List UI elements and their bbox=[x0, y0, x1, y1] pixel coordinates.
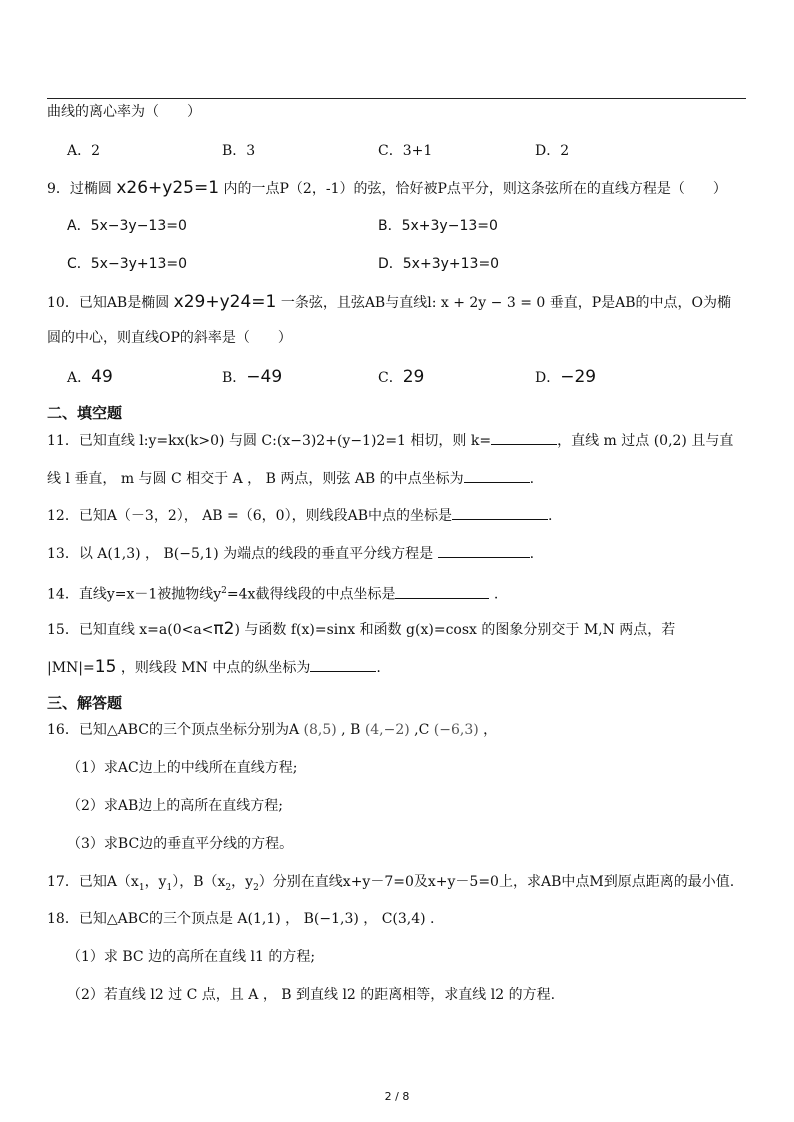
q18-stem: 18．已知△ABC的三个顶点是 A(1,1) ， B(−1,3) ， C(3,4) . bbox=[47, 911, 435, 927]
q16-text-a: 16．已知△ABC的三个顶点坐标分别为A bbox=[47, 722, 304, 738]
q9-ellipse-equation: x26+y25=1 bbox=[116, 178, 220, 198]
q16-text-c: ,C bbox=[409, 722, 434, 738]
q16-part-2: （2）求AB边上的高所在直线方程; bbox=[67, 798, 284, 814]
q10-option-a-value: 49 bbox=[91, 367, 113, 387]
q14-text-a: 14．直线y=x－1被抛物线y bbox=[47, 586, 222, 603]
q18-part-1: （1）求 BC 边的高所在直线 l1 的方程; bbox=[67, 949, 316, 965]
q14-line bbox=[47, 581, 498, 605]
q10-option-b-value: −49 bbox=[246, 367, 283, 387]
q15-line2-b: ，则线段 MN 中点的纵坐标为 bbox=[116, 660, 311, 676]
q11-blank-k bbox=[491, 430, 557, 445]
q15-line1-b: ) 与函数 f(x)=sinx 和函数 g(x)=cosx 的图象分别交于 M,N 两点，若 bbox=[234, 622, 676, 638]
q12-end: . bbox=[547, 508, 553, 524]
q10-stem bbox=[47, 292, 731, 313]
q15-line1-a: 15．已知直线 x=a(0<a< bbox=[47, 622, 214, 638]
q8-option-a: A．2 bbox=[67, 143, 101, 159]
q17-b: ，y bbox=[144, 874, 167, 890]
q17-e: ）分别在直线x+y－7=0及x+y－5=0上，求AB中点M到原点距离的最小值. bbox=[258, 874, 735, 890]
q14-end: . bbox=[489, 586, 499, 603]
q10-option-a-label: A． bbox=[67, 370, 92, 386]
q10-option-a bbox=[67, 367, 113, 388]
q17-sub3: 2 bbox=[225, 882, 232, 893]
q14-text-b: =4x截得线段的中点坐标是 bbox=[226, 586, 396, 603]
q10-option-d bbox=[535, 367, 596, 388]
q16-point-c: (−6,3) bbox=[433, 722, 479, 738]
q12-text: 12．已知A（－3，2）， AB =（6，0），则线段AB中点的坐标是 bbox=[47, 508, 452, 524]
q11-line2-a: 线 l 垂直， m 与圆 C 相交于 A ， B 两点，则弦 AB 的中点坐标为 bbox=[47, 471, 464, 487]
q10-ellipse-equation: x29+y24=1 bbox=[173, 292, 277, 312]
q11-line1 bbox=[47, 430, 733, 451]
q17-sub4: 2 bbox=[253, 882, 259, 893]
q11-line1-a: 11．已知直线 l:y=kx(k>0) 与圆 C:(x−3)2+(y−1)2=1 相切，则 k= bbox=[47, 433, 492, 449]
q9-suffix: 内的一点P（2，-1）的弦，恰好被P点平分，则这条弦所在的直线方程是（ ） bbox=[219, 181, 727, 197]
q17-line bbox=[47, 872, 734, 898]
q15-line2 bbox=[47, 657, 381, 678]
q10-option-d-value: −29 bbox=[560, 367, 597, 387]
q17-d: ，y bbox=[231, 874, 254, 890]
q9-prefix: 9．过椭圆 bbox=[47, 181, 117, 197]
q9-option-b: B．5x+3y−13=0 bbox=[378, 218, 498, 234]
q8-option-c: C．3+1 bbox=[378, 143, 433, 159]
q16-stem bbox=[47, 720, 497, 740]
q10-option-c-label: C． bbox=[378, 370, 403, 386]
q17-sub1: 1 bbox=[138, 882, 145, 893]
q15-mn-value: 15 bbox=[94, 657, 117, 677]
q13-text: 13．以 A(1,3) ， B(−5,1) 为端点的线段的垂直平分线方程是 bbox=[47, 546, 438, 562]
q12-blank bbox=[452, 505, 548, 520]
q15-pi-over-2: π2 bbox=[213, 619, 235, 639]
q12-line bbox=[47, 505, 552, 526]
q10-option-c-value: 29 bbox=[402, 367, 425, 387]
q9-stem bbox=[47, 178, 727, 199]
q10-suffix: 一条弦，且弦AB与直线l: x + 2y − 3 = 0 垂直，P是AB的中点，O为椭 bbox=[276, 295, 732, 311]
q18-part-2: （2）若直线 l2 过 C 点，且 A ， B 到直线 l2 的距离相等，求直线 l2 的方程. bbox=[67, 987, 556, 1003]
q10-option-c bbox=[378, 367, 424, 388]
q11-line2-b: . bbox=[529, 471, 535, 487]
q15-line1 bbox=[47, 619, 675, 640]
section-fill-in-title: 二、填空题 bbox=[47, 404, 123, 422]
q15-line2-a: |MN|= bbox=[47, 660, 95, 676]
q16-text-d: ， bbox=[478, 722, 498, 738]
q16-part-1: （1）求AC边上的中线所在直线方程; bbox=[67, 760, 298, 776]
q14-sup: 2 bbox=[221, 586, 227, 596]
q8-stem-tail: 曲线的离心率为（ ） bbox=[47, 104, 201, 120]
q15-line2-c: . bbox=[376, 660, 381, 676]
section-answer-title: 三、解答题 bbox=[47, 694, 123, 712]
q14-blank bbox=[395, 584, 489, 599]
q16-text-b: , B bbox=[336, 722, 365, 738]
q11-line1-b: ，直线 m 过点 (0,2) 且与直 bbox=[557, 433, 734, 449]
q11-line2 bbox=[47, 468, 534, 489]
q9-option-c: C．5x−3y+13=0 bbox=[67, 256, 188, 272]
q13-end: . bbox=[529, 546, 535, 562]
q8-option-b: B．3 bbox=[222, 143, 256, 159]
q16-point-a: (8,5) bbox=[303, 722, 337, 738]
q17-a: 17．已知A（x bbox=[47, 874, 139, 890]
q10-stem-line2: 圆的中心，则直线OP的斜率是（ ） bbox=[47, 330, 292, 346]
q8-option-d: D．2 bbox=[535, 143, 570, 159]
q17-c: ），B（x bbox=[172, 874, 226, 890]
q15-blank bbox=[310, 657, 376, 672]
q13-line bbox=[47, 543, 534, 564]
q10-prefix: 10．已知AB是椭圆 bbox=[47, 295, 174, 311]
q10-option-b-label: B． bbox=[222, 370, 247, 386]
q9-option-d: D．5x+3y+13=0 bbox=[378, 256, 500, 272]
page-number: 2 / 8 bbox=[384, 1090, 410, 1103]
q16-part-3: （3）求BC边的垂直平分线的方程。 bbox=[67, 836, 294, 852]
q10-option-d-label: D． bbox=[535, 370, 561, 386]
q13-blank bbox=[438, 543, 530, 558]
q17-sub2: 1 bbox=[166, 882, 173, 893]
q9-option-a: A．5x−3y−13=0 bbox=[67, 218, 187, 234]
q16-point-b: (4,−2) bbox=[364, 722, 410, 738]
q10-option-b bbox=[222, 367, 282, 388]
q11-blank-midpoint bbox=[464, 468, 530, 483]
header-rule bbox=[47, 98, 746, 99]
